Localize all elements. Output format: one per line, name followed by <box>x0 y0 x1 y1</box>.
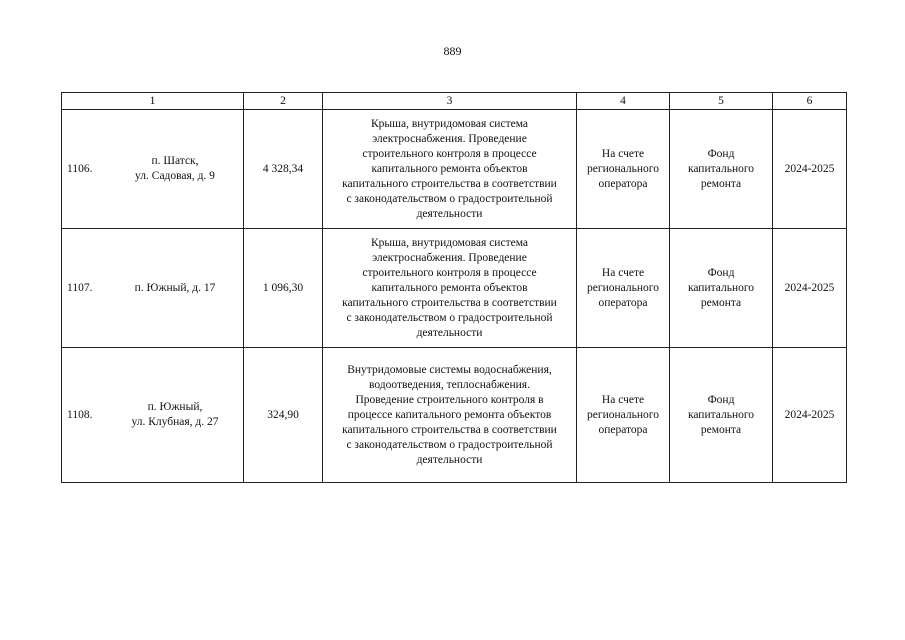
period-cell: 2024-2025 <box>773 229 847 348</box>
work-line: капитального строительства в соответствии <box>342 177 557 190</box>
method-cell <box>577 110 670 229</box>
fund-line: капитального <box>687 408 755 421</box>
work-line: электроснабжения. Проведение <box>372 251 527 264</box>
address <box>107 154 243 184</box>
address-line: ул. Садовая, д. 9 <box>135 170 215 182</box>
work-line: капитального строительства в соответствии <box>342 423 557 436</box>
registry-table <box>61 92 847 483</box>
method-line: На счете <box>601 393 645 406</box>
work-description-cell <box>323 229 577 348</box>
fund-cell <box>670 348 773 483</box>
address <box>107 281 243 296</box>
address-cell <box>62 110 244 229</box>
method-line: оператора <box>598 423 648 436</box>
column-header-6: 6 <box>773 93 847 110</box>
work-description-cell <box>323 348 577 483</box>
fund-line: Фонд <box>707 393 735 406</box>
work-line: строительного контроля в процессе <box>362 266 537 279</box>
method-line: оператора <box>598 296 648 309</box>
table-row <box>62 229 847 348</box>
method-cell <box>577 348 670 483</box>
work-line: деятельности <box>416 453 483 466</box>
work-line: водоотведения, теплоснабжения. <box>369 378 530 391</box>
fund-line: ремонта <box>700 177 742 190</box>
address-line: ул. Клубная, д. 27 <box>131 416 219 428</box>
work-line: строительного контроля в процессе <box>362 147 537 160</box>
address-line: п. Шатск, <box>151 155 199 167</box>
method-line: На счете <box>601 147 645 160</box>
work-line: электроснабжения. Проведение <box>372 132 527 145</box>
work-line: с законодательством о градостроительной <box>346 311 553 324</box>
work-description-cell <box>323 110 577 229</box>
address-cell <box>62 229 244 348</box>
fund-line: ремонта <box>700 296 742 309</box>
fund-line: Фонд <box>707 147 735 160</box>
fund-cell <box>670 229 773 348</box>
work-line: с законодательством о градостроительной <box>346 438 553 451</box>
page-number: 889 <box>443 44 462 58</box>
column-header-2: 2 <box>244 93 323 110</box>
work-line: процессе капитального ремонта объектов <box>347 408 552 421</box>
fund-line: капитального <box>687 162 755 175</box>
address-cell <box>62 348 244 483</box>
row-number: 1107. <box>67 281 93 294</box>
address <box>107 400 243 430</box>
method-line: регионального <box>587 408 659 421</box>
fund-line: Фонд <box>707 266 735 279</box>
address-line: п. Южный, д. 17 <box>134 281 216 294</box>
work-line: Проведение строительного контроля в <box>355 393 544 406</box>
method-line: оператора <box>598 177 648 190</box>
column-header-3: 3 <box>323 93 577 110</box>
fund-line: капитального <box>687 281 755 294</box>
period-cell: 2024-2025 <box>773 348 847 483</box>
column-header-4: 4 <box>577 93 670 110</box>
fund-cell <box>670 110 773 229</box>
method-cell <box>577 229 670 348</box>
work-line: деятельности <box>416 207 483 220</box>
method-line: На счете <box>601 266 645 279</box>
amount-cell: 4 328,34 <box>244 110 323 229</box>
method-line: регионального <box>587 162 659 175</box>
period-cell: 2024-2025 <box>773 110 847 229</box>
column-header-5: 5 <box>670 93 773 110</box>
work-line: Внутридомовые системы водоснабжения, <box>347 363 552 376</box>
header-row <box>62 93 847 110</box>
work-line: капитального ремонта объектов <box>371 162 528 175</box>
work-line: Крыша, внутридомовая система <box>370 236 528 249</box>
work-line: Крыша, внутридомовая система <box>370 117 528 130</box>
work-line: капитального строительства в соответствии <box>342 296 557 309</box>
work-line: деятельности <box>416 326 483 339</box>
address-line: п. Южный, <box>147 401 203 413</box>
row-number: 1108. <box>67 408 93 421</box>
row-number: 1106. <box>67 162 93 175</box>
work-line: с законодательством о градостроительной <box>346 192 553 205</box>
fund-line: ремонта <box>700 423 742 436</box>
amount-cell: 324,90 <box>244 348 323 483</box>
table-row <box>62 110 847 229</box>
amount-cell: 1 096,30 <box>244 229 323 348</box>
method-line: регионального <box>587 281 659 294</box>
table-row <box>62 348 847 483</box>
work-line: капитального ремонта объектов <box>371 281 528 294</box>
column-header-1: 1 <box>62 93 244 110</box>
